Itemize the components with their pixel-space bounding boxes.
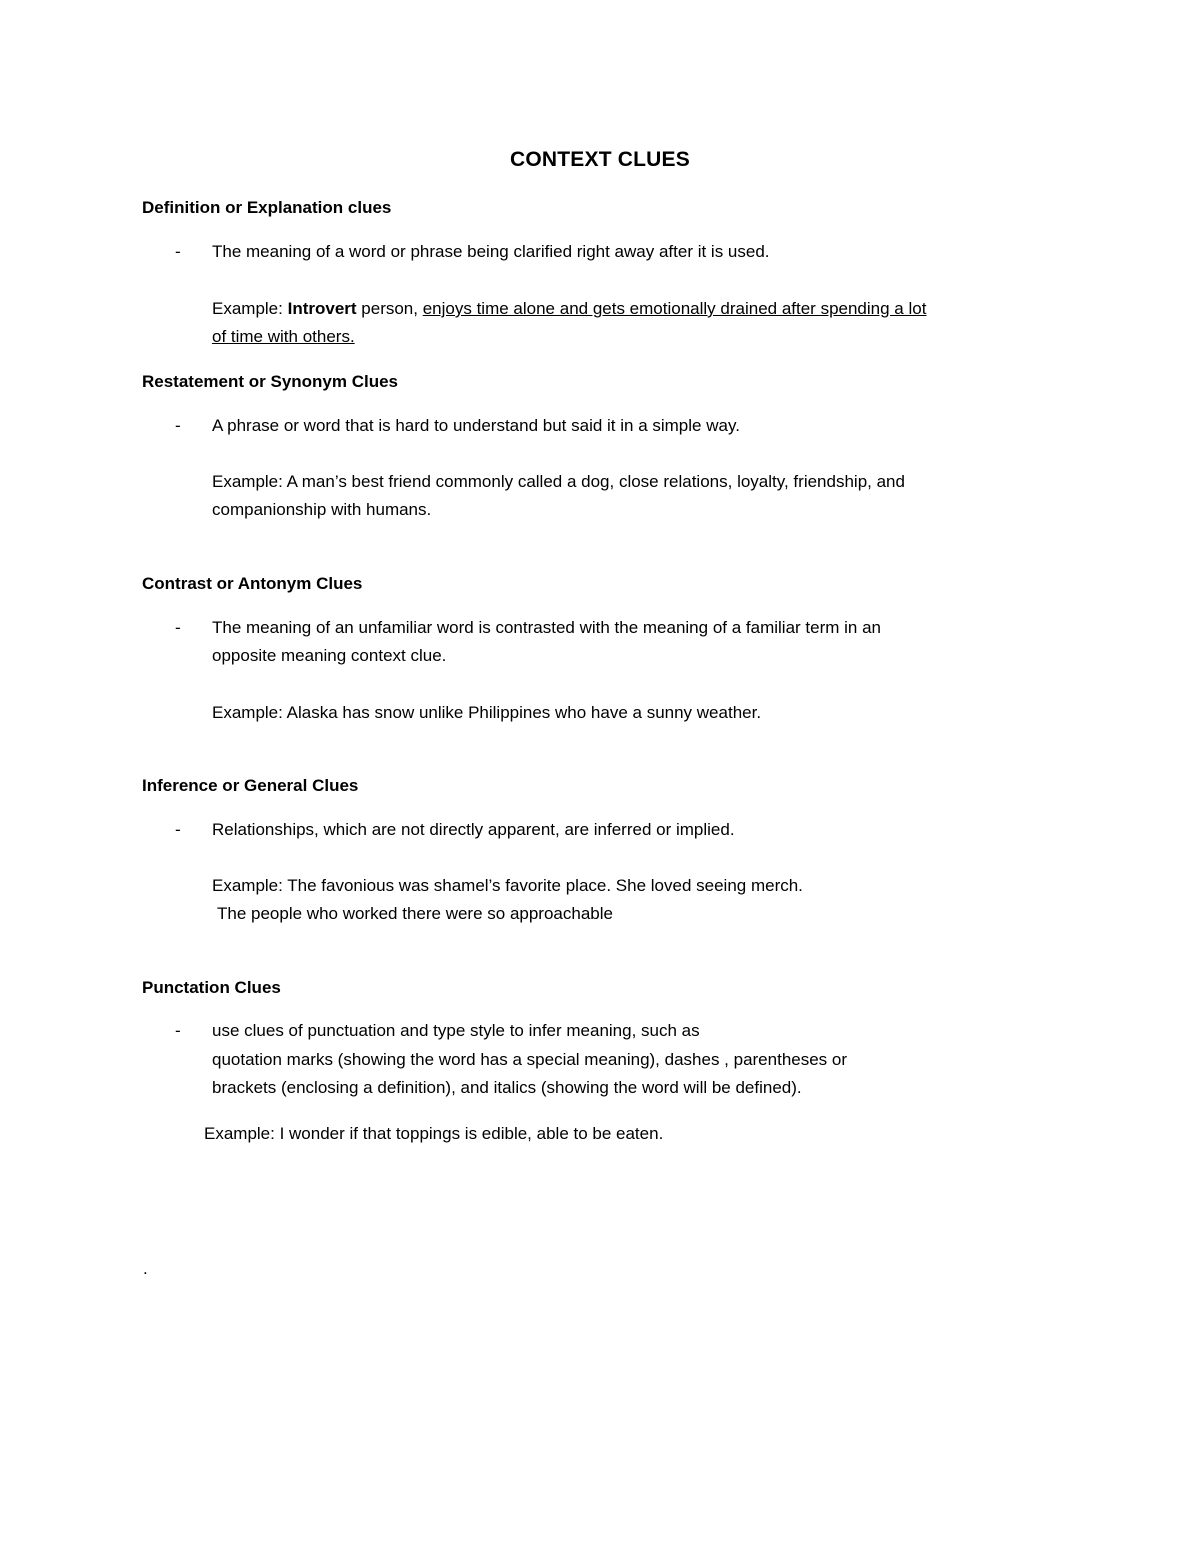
bullet-dash: - bbox=[175, 618, 181, 637]
punctuation-description-line-1: use clues of punctuation and type style to infer meaning, such as bbox=[212, 1021, 700, 1040]
section-heading-definition: Definition or Explanation clues bbox=[142, 198, 392, 217]
definition-description: The meaning of a word or phrase being clarified right away after it is used. bbox=[212, 242, 770, 261]
bullet-dash: - bbox=[175, 820, 181, 839]
example-underlined-text: of time with others. bbox=[212, 327, 355, 346]
inference-description: Relationships, which are not directly apparent, are inferred or implied. bbox=[212, 820, 735, 839]
section-heading-punctuation: Punctation Clues bbox=[142, 978, 281, 997]
section-heading-inference: Inference or General Clues bbox=[142, 776, 359, 795]
definition-example-line-1 bbox=[212, 295, 926, 323]
contrast-example-line: Example: Alaska has snow unlike Philippines who have a sunny weather. bbox=[212, 703, 762, 722]
bullet-dash: - bbox=[175, 1021, 181, 1040]
bullet-dash: - bbox=[175, 416, 181, 435]
restatement-example-line-2: companionship with humans. bbox=[212, 500, 432, 519]
contrast-description-line-1: The meaning of an unfamiliar word is contrasted with the meaning of a familiar term in an bbox=[212, 618, 881, 637]
section-heading-restatement: Restatement or Synonym Clues bbox=[142, 372, 399, 391]
restatement-description: A phrase or word that is hard to understand but said it in a simple way. bbox=[212, 416, 740, 435]
contrast-description-line-2: opposite meaning context clue. bbox=[212, 646, 447, 665]
punctuation-description-line-3: brackets (enclosing a definition), and italics (showing the word will be defined). bbox=[212, 1078, 802, 1097]
inference-example-line-2: The people who worked there were so approachable bbox=[217, 904, 613, 923]
example-after-term: person, bbox=[356, 299, 423, 318]
restatement-example-line-1: Example: A man’s best friend commonly called a dog, close relations, loyalty, friendship, and bbox=[212, 472, 905, 491]
inference-example-line-1: Example: The favonious was shamel’s favorite place. She loved seeing merch. bbox=[212, 876, 803, 895]
page-title: CONTEXT CLUES bbox=[510, 148, 690, 171]
example-label: Example: bbox=[212, 299, 288, 318]
trailing-period: . bbox=[143, 1259, 148, 1278]
punctuation-description-line-2: quotation marks (showing the word has a special meaning), dashes , parentheses or bbox=[212, 1050, 848, 1069]
bullet-dash: - bbox=[175, 242, 181, 261]
example-term: Introvert bbox=[287, 299, 357, 318]
example-underlined-text: enjoys time alone and gets emotionally drained after spending a lot bbox=[422, 299, 927, 318]
section-heading-contrast: Contrast or Antonym Clues bbox=[142, 574, 363, 593]
punctuation-example-line: Example: I wonder if that toppings is edible, able to be eaten. bbox=[204, 1124, 664, 1143]
definition-example-line-2 bbox=[212, 323, 355, 351]
